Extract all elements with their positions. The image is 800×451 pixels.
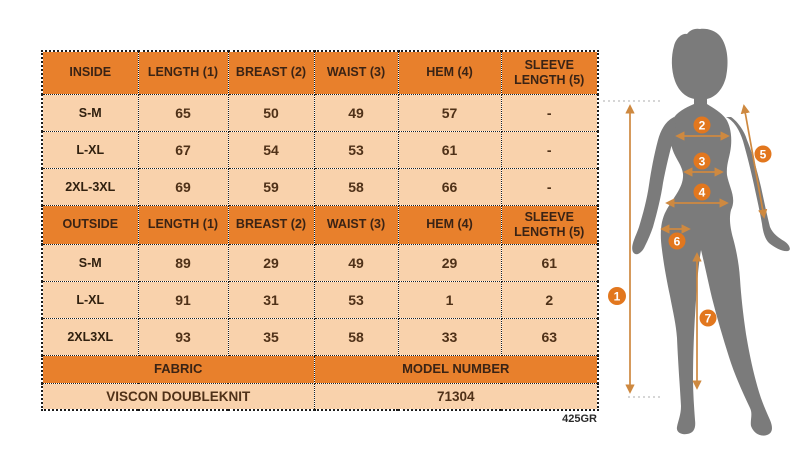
- outside-row-2xl3xl: [42, 318, 598, 355]
- hem-header-cell: HEM (4): [398, 205, 501, 244]
- value-cell: 61: [398, 131, 501, 168]
- marker-1: [608, 287, 626, 305]
- value-cell: -: [501, 131, 598, 168]
- model-number-value-cell: 71304: [314, 383, 598, 410]
- size-label-cell: 2XL-3XL: [42, 168, 138, 205]
- marker-2-number: 2: [698, 118, 706, 133]
- value-cell: 58: [314, 168, 398, 205]
- fabric-value-row: [42, 383, 598, 410]
- value-cell: 54: [228, 131, 314, 168]
- marker-4-number: 4: [698, 185, 706, 200]
- outside-row-lxl: [42, 281, 598, 318]
- fabric-header-row: [42, 355, 598, 383]
- value-cell: 49: [314, 94, 398, 131]
- value-cell: 69: [138, 168, 228, 205]
- outside-header-row: [42, 205, 598, 244]
- size-label-cell: 2XL3XL: [42, 318, 138, 355]
- length-header-cell: LENGTH (1): [138, 205, 228, 244]
- value-cell: 1: [398, 281, 501, 318]
- value-cell: 29: [228, 244, 314, 281]
- size-label-cell: S-M: [42, 94, 138, 131]
- value-cell: 58: [314, 318, 398, 355]
- silhouette-torso-legs: [661, 90, 772, 436]
- female-silhouette: [632, 29, 790, 436]
- value-cell: 2: [501, 281, 598, 318]
- marker-6: [669, 233, 686, 250]
- marker-5: [755, 146, 772, 163]
- marker-3: [694, 153, 711, 170]
- silhouette-head: [672, 29, 728, 99]
- sleeve-header-cell: SLEEVE LENGTH (5): [501, 51, 598, 94]
- value-cell: 35: [228, 318, 314, 355]
- value-cell: 65: [138, 94, 228, 131]
- fabric-value-cell: VISCON DOUBLEKNIT: [42, 383, 314, 410]
- value-cell: 29: [398, 244, 501, 281]
- value-cell: 61: [501, 244, 598, 281]
- marker-6-number: 6: [673, 234, 681, 249]
- length-header-cell: LENGTH (1): [138, 51, 228, 94]
- marker-2: [694, 117, 711, 134]
- marker-5-number: 5: [759, 147, 767, 162]
- size-label-cell: L-XL: [42, 131, 138, 168]
- value-cell: 67: [138, 131, 228, 168]
- value-cell: 33: [398, 318, 501, 355]
- size-label-cell: S-M: [42, 244, 138, 281]
- marker-7-number: 7: [704, 311, 712, 326]
- value-cell: 91: [138, 281, 228, 318]
- inside-header-cell: INSIDE: [42, 51, 138, 94]
- marker-1-number: 1: [613, 289, 621, 304]
- value-cell: 50: [228, 94, 314, 131]
- value-cell: 93: [138, 318, 228, 355]
- sleeve-header-cell: SLEEVE LENGTH (5): [501, 205, 598, 244]
- inside-header-row: [42, 51, 598, 94]
- weight-note: 425GR: [562, 413, 597, 425]
- inside-row-2xl3xl: [42, 168, 598, 205]
- value-cell: 89: [138, 244, 228, 281]
- inside-row-sm: [42, 94, 598, 131]
- value-cell: 53: [314, 281, 398, 318]
- marker-3-number: 3: [698, 154, 706, 169]
- value-cell: -: [501, 94, 598, 131]
- value-cell: 63: [501, 318, 598, 355]
- breast-header-cell: BREAST (2): [228, 205, 314, 244]
- value-cell: 49: [314, 244, 398, 281]
- size-label-cell: L-XL: [42, 281, 138, 318]
- value-cell: 31: [228, 281, 314, 318]
- marker-7: [700, 310, 717, 327]
- outside-row-sm: [42, 244, 598, 281]
- outside-header-cell: OUTSIDE: [42, 205, 138, 244]
- value-cell: 59: [228, 168, 314, 205]
- model-number-header-cell: MODEL NUMBER: [314, 355, 598, 383]
- value-cell: 66: [398, 168, 501, 205]
- hem-header-cell: HEM (4): [398, 51, 501, 94]
- body-measurement-diagram: [600, 0, 800, 451]
- size-table: [41, 50, 599, 411]
- breast-header-cell: BREAST (2): [228, 51, 314, 94]
- value-cell: 53: [314, 131, 398, 168]
- waist-header-cell: WAIST (3): [314, 51, 398, 94]
- inside-row-lxl: [42, 131, 598, 168]
- waist-header-cell: WAIST (3): [314, 205, 398, 244]
- fabric-header-cell: FABRIC: [42, 355, 314, 383]
- marker-4: [694, 184, 711, 201]
- value-cell: 57: [398, 94, 501, 131]
- value-cell: -: [501, 168, 598, 205]
